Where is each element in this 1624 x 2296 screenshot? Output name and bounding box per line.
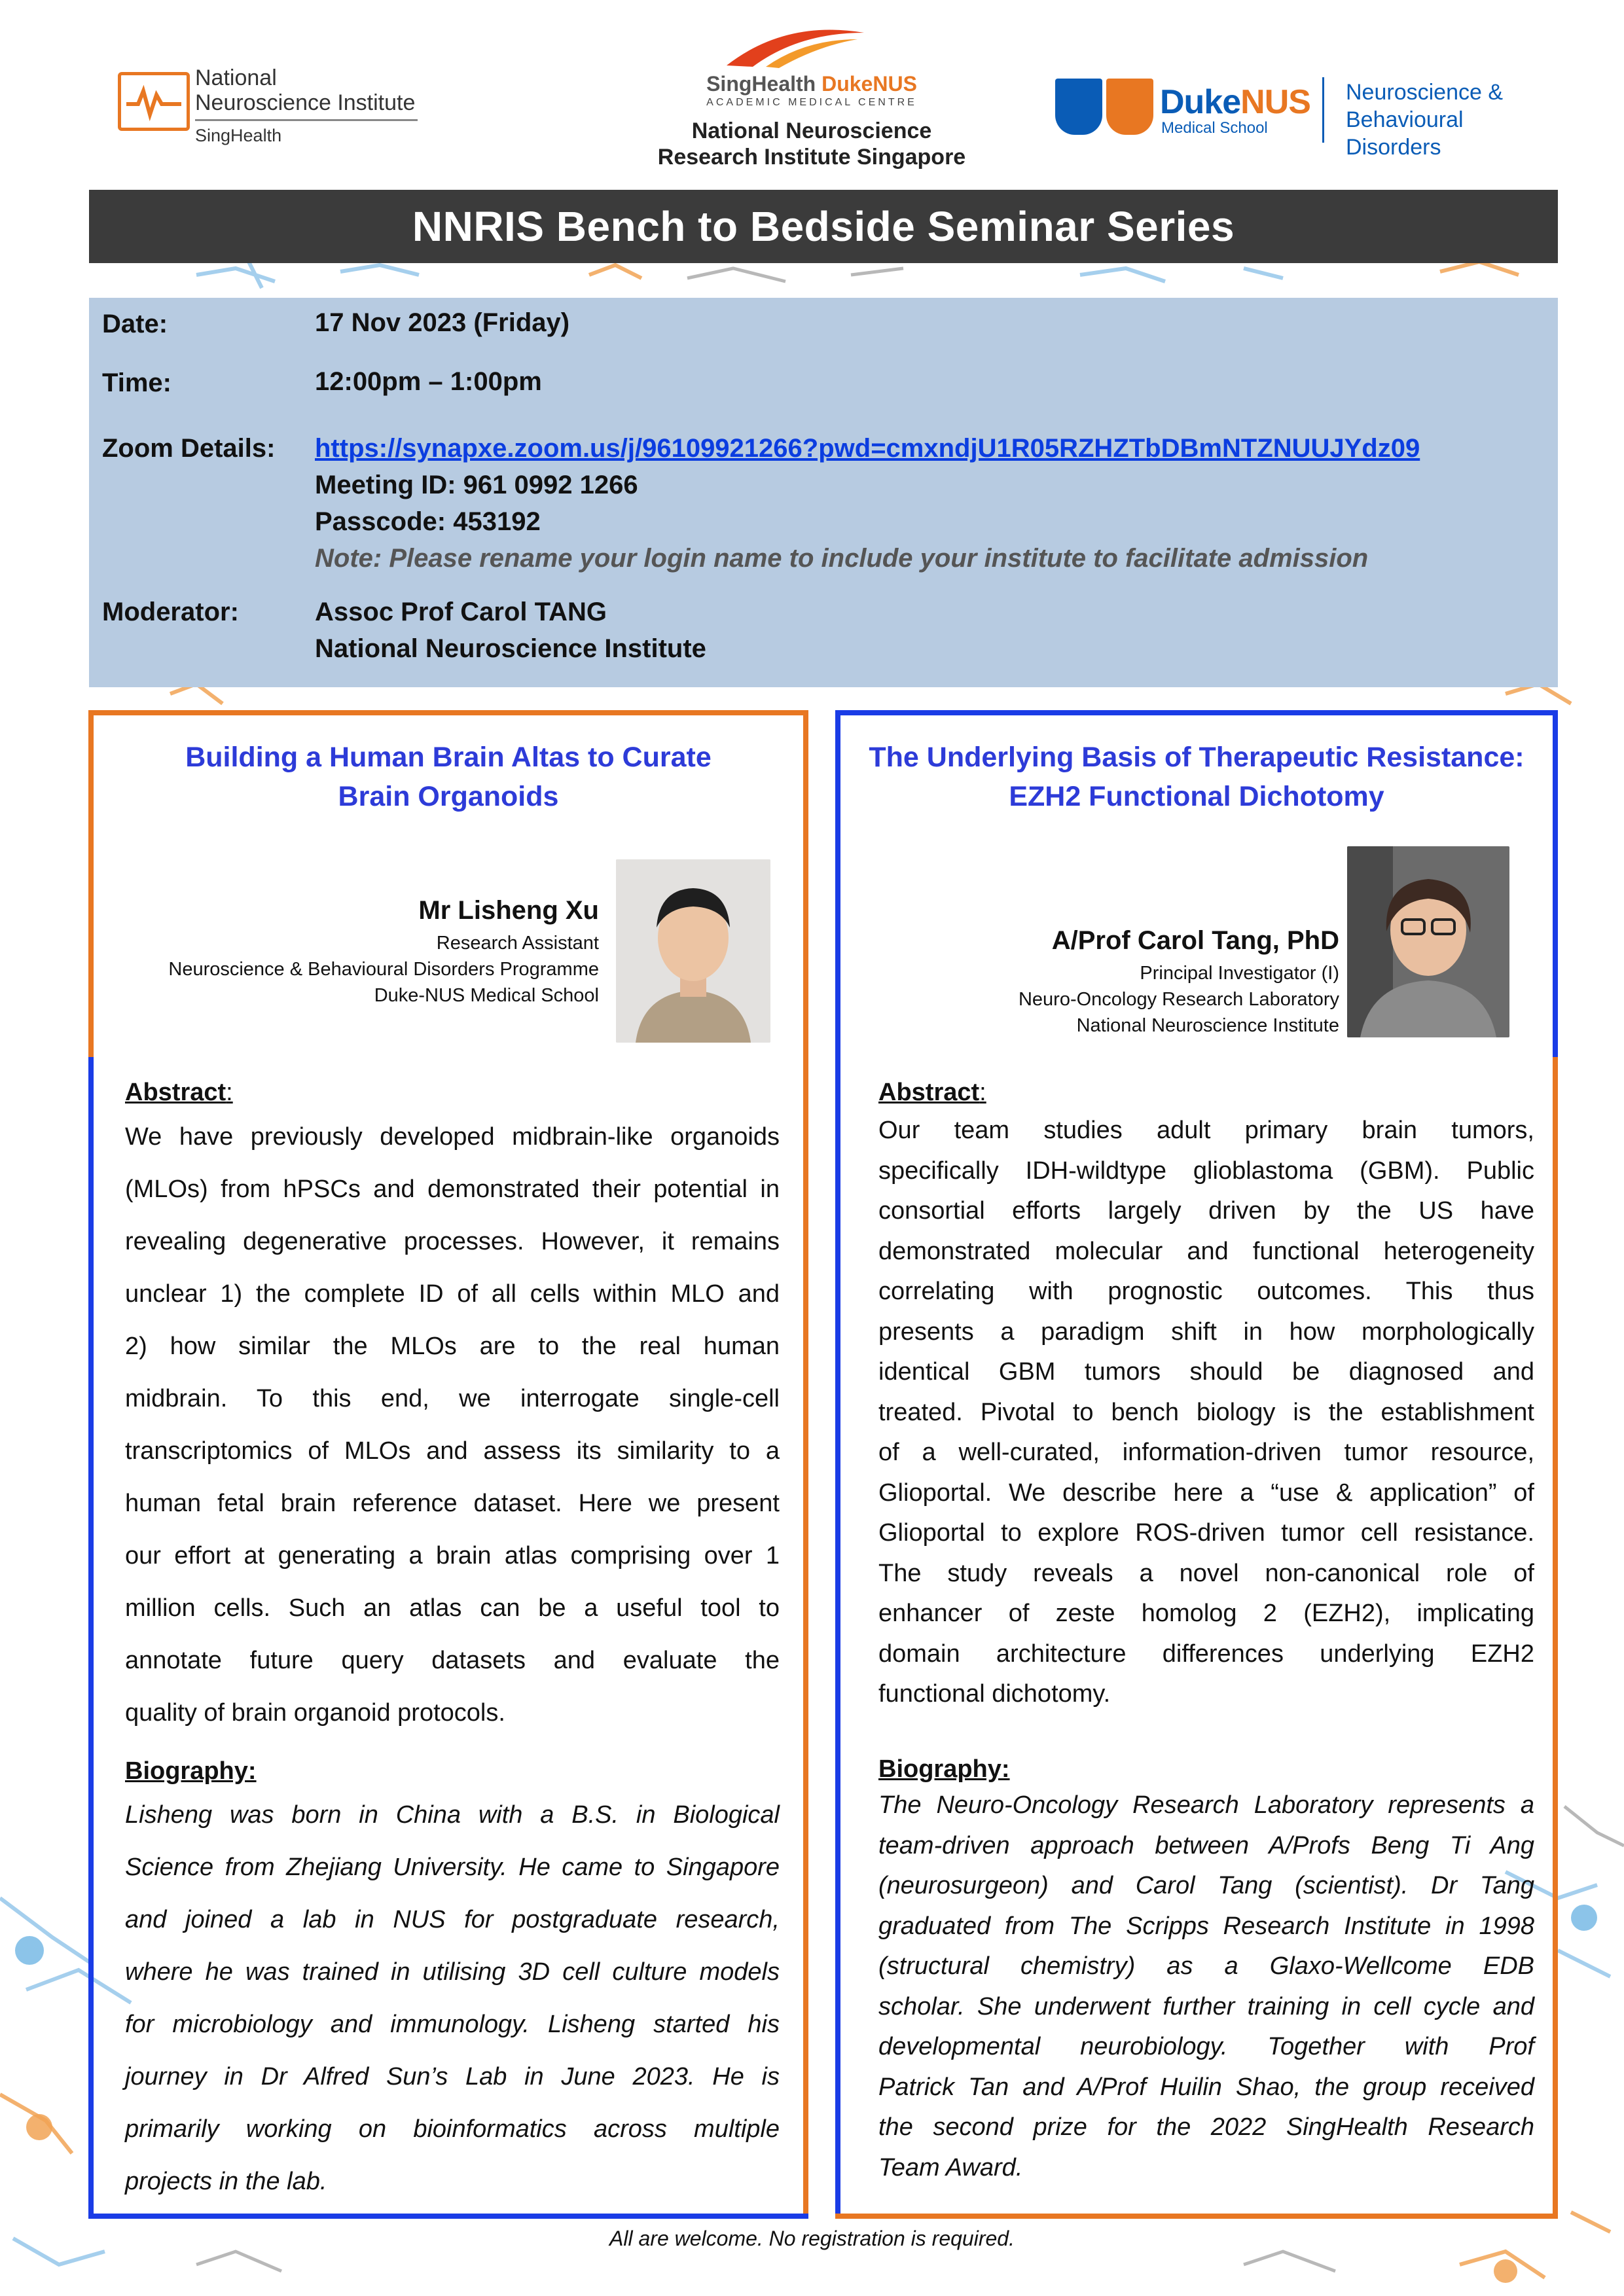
date-label: Date: [102, 310, 168, 338]
duke-text: Duke [1160, 83, 1241, 121]
speaker-photo-lisheng [616, 859, 770, 1043]
right-bio-heading: Biography: [878, 1755, 1010, 1783]
left-talk-title: Building a Human Brain Altas to Curate Brain Organoids [185, 742, 712, 812]
footer-note: All are welcome. No registration is required. [609, 2227, 1015, 2250]
speaker-panel-left [88, 710, 808, 2219]
left-speaker-dept: Neuroscience & Behavioural Disorders Programme [168, 959, 599, 980]
nni-divider [195, 119, 418, 121]
event-info-box [89, 298, 1558, 687]
left-speaker-role: Research Assistant [436, 933, 599, 954]
nni-name-line1: National [195, 65, 277, 90]
nni-name-line2: Neuroscience Institute [195, 90, 416, 115]
zoom-link[interactable]: https://synapxe.zoom.us/j/96109921266?pwd=cmxndjU1R05RZHZTbDBmNTZNUUJYdz09 [315, 434, 1420, 463]
date-value: 17 Nov 2023 (Friday) [315, 308, 570, 337]
singhealth-swoosh-icon [707, 26, 877, 72]
singhealth-text: SingHealth [706, 72, 816, 96]
left-speaker-name: Mr Lisheng Xu [418, 896, 599, 925]
right-speaker-role: Principal Investigator (I) [1140, 963, 1339, 984]
medical-school-text: Medical School [1161, 119, 1268, 137]
nus-text: NUS [1240, 83, 1310, 121]
moderator-label: Moderator: [102, 598, 239, 626]
right-abstract-text: Our team studies adult primary brain tumors, specifically IDH-wildtype glioblastoma (GBM). Public consortial efforts largely driven by the US have demonstrated molecular and functional heterogeneity correlating with prognostic outcomes. This thus presents a paradigm shift in how morphologically identical GBM tumors should be diagnosed and treated. Pivotal to bench biology is the establishment of a well-curated, information-driven tumor resource, Glioportal. We describe here a “use & application” of Glioportal to explore ROS-driven tumor cell resistance. The study reveals a novel non-canonical role of enhancer of zeste homolog 2 (EZH2), implicating domain architecture differences underlying EZH2 functional dichotomy. [878, 1117, 1534, 1708]
right-abstract-heading: Abstract: [878, 1079, 986, 1106]
duke-nus-logo [1055, 72, 1553, 160]
nnris-line1: National Neuroscience [691, 118, 932, 143]
left-bio-text: Lisheng was born in China with a B.S. in Biological Science from Zhejiang University. He came to Singapore and joined a lab in NUS for postgraduate research, where he was trained in utilising 3D cell culture models for microbiology and immunology. Lisheng started his journey in Dr Alfred Sun’s Lab in June 2023. He is primarily working on bioinformatics across multiple projects in the lab. [125, 1801, 780, 2195]
nnris-logo [609, 26, 1015, 177]
right-speaker-name: A/Prof Carol Tang, PhD [1051, 926, 1339, 955]
right-bio-text: The Neuro-Oncology Research Laboratory represents a team-driven approach between A/Profs Beng Ti Ang (neurosurgeon) and Carol Tang (scientist). Dr Tang graduated from The Scripps Research Institute in 1998 (structural chemistry) as a Glaxo-Wellcome EDB scholar. She underwent further training in cell cycle and developmental neurobiology. Together with Prof Patrick Tan and A/Prof Huilin Shao, the group received the second prize for the 2022 SingHealth Research Team Award. [878, 1791, 1534, 2181]
right-speaker-org: National Neuroscience Institute [1076, 1015, 1339, 1036]
right-speaker-dept: Neuro-Oncology Research Laboratory [1018, 989, 1339, 1010]
left-abstract-heading: Abstract: [125, 1079, 233, 1106]
nbd-line2: Behavioural Disorders [1346, 107, 1464, 160]
moderator-org: National Neuroscience Institute [315, 634, 706, 663]
nni-sub: SingHealth [195, 126, 282, 145]
time-label: Time: [102, 368, 171, 397]
zoom-label: Zoom Details: [102, 434, 276, 463]
duke-shield-icon [1055, 79, 1102, 135]
left-speaker-org: Duke-NUS Medical School [374, 985, 599, 1006]
duke-divider [1322, 77, 1324, 143]
nus-crest-icon [1106, 79, 1153, 135]
login-note: Note: Please rename your login name to include your institute to facilitate admission [315, 544, 1369, 573]
speaker-panel-right [835, 710, 1558, 2219]
amc-text: ACADEMIC MEDICAL CENTRE [706, 97, 917, 108]
moderator-name: Assoc Prof Carol TANG [315, 598, 607, 626]
time-value: 12:00pm – 1:00pm [315, 367, 542, 396]
speaker-photo-carol [1347, 846, 1509, 1037]
right-talk-title: The Underlying Basis of Therapeutic Resistance: EZH2 Functional Dichotomy [869, 742, 1525, 812]
dukenus-text: DukeNUS [821, 72, 917, 96]
passcode: Passcode: 453192 [315, 507, 541, 536]
nni-pulse-icon [118, 72, 190, 131]
nni-logo [118, 65, 419, 151]
nbd-line1: Neuroscience & [1346, 80, 1504, 105]
nnris-line2: Research Institute Singapore [657, 145, 966, 170]
seminar-title: NNRIS Bench to Bedside Seminar Series [89, 190, 1558, 263]
meeting-id: Meeting ID: 961 0992 1266 [315, 471, 638, 499]
left-abstract-text: We have previously developed midbrain-like organoids (MLOs) from hPSCs and demonstrated their potential in revealing degenerative processes. However, it remains unclear 1) the complete ID of all cells within MLO and 2) how similar the MLOs are to the real human midbrain. To this end, we interrogate single-cell transcriptomics of MLOs and assess its similarity to a human fetal brain reference dataset. Here we present our effort at generating a brain atlas comprising over 1 million cells. Such an atlas can be a useful tool to annotate future query datasets and evaluate the quality of brain organoid protocols. [125, 1123, 780, 1727]
left-bio-heading: Biography: [125, 1757, 257, 1785]
